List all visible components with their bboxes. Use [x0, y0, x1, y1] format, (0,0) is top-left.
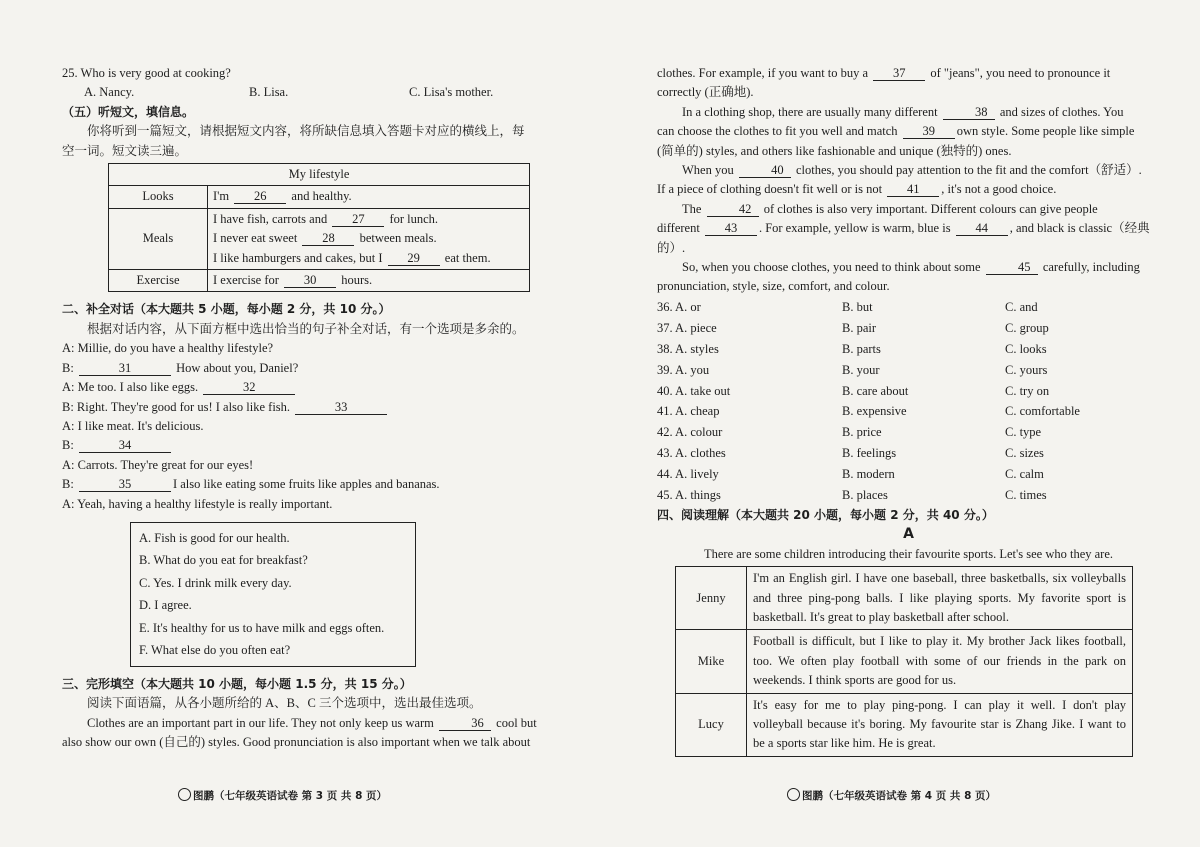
right-footer — [787, 788, 996, 803]
option-45a: 45. A. things — [657, 488, 721, 503]
cloze-line-3: clothes. For example, if you want to buy a 37 of "jeans", you need to pronounce it — [657, 66, 1111, 80]
row-label-meals: Meals — [109, 208, 208, 269]
table-row — [676, 567, 1133, 630]
blank-43: 43 — [705, 221, 757, 236]
part5-heading: （五）听短文，填信息。 — [62, 104, 195, 119]
blank-42: 42 — [707, 202, 759, 217]
choice-b: B. What do you eat for breakfast? — [139, 553, 308, 568]
blank-30: 30 — [284, 273, 336, 288]
sports-text-mike: Football is difficult, but I like to play it. My brother Jack likes football, too. We often play football with some of our friends in the park on weekends. I think sports are good for us. — [747, 630, 1133, 693]
q25-question: 25. Who is very good at cooking? — [62, 66, 231, 80]
left-footer-brand: 图鹏 — [193, 790, 214, 802]
blank-40: 40 — [739, 163, 791, 178]
blank-33: 33 — [295, 400, 387, 415]
left-footer — [178, 788, 387, 803]
blank-32: 32 — [203, 380, 295, 395]
passage-intro: There are some children introducing their favourite sports. Let's see who they are. — [703, 546, 1114, 561]
sports-name-mike: Mike — [676, 630, 747, 693]
lifestyle-table-title: My lifestyle — [109, 164, 530, 186]
passage-letter: A — [903, 526, 914, 543]
choice-a: A. Fish is good for our health. — [139, 530, 290, 545]
sports-table — [675, 566, 1133, 757]
exercise-cell: I exercise for 30 hours. — [208, 270, 530, 292]
option-37b: B. pair — [842, 320, 877, 335]
option-39c: C. yours — [1005, 362, 1048, 377]
option-44b: B. modern — [842, 467, 895, 482]
option-36a: 36. A. or — [657, 299, 701, 314]
choice-c: C. Yes. I drink milk every day. — [139, 575, 292, 590]
dialogue-line-9: A: Yeah, having a healthy lifestyle is really important. — [62, 496, 333, 511]
row-label-exercise: Exercise — [109, 270, 208, 292]
option-40b: B. care about — [842, 383, 909, 398]
blank-39: 39 — [903, 124, 955, 139]
cloze-line-6: can choose the clothes to fit you well and match 39 own style. Some people like simple — [657, 124, 1135, 139]
choices-box — [130, 522, 416, 667]
cloze-line-13: So, when you choose clothes, you need to think about some 45 carefully, including — [682, 260, 1140, 275]
lifestyle-table — [108, 163, 530, 292]
right-page — [657, 64, 1160, 757]
dialogue-line-4: B: Right. They're good for us! I also like fish. 33 — [62, 398, 552, 417]
section4-heading: 四、阅读理解（本大题共 20 小题，每小题 2 分，共 40 分。） — [657, 507, 994, 522]
table-row — [676, 630, 1133, 693]
blank-34: 34 — [79, 438, 171, 453]
blank-28: 28 — [302, 231, 354, 246]
choice-f: F. What else do you often eat? — [139, 643, 291, 658]
option-44a: 44. A. lively — [657, 467, 719, 482]
option-43a: 43. A. clothes — [657, 446, 726, 461]
option-37a: 37. A. piece — [657, 320, 717, 335]
dialogue-line-1: A: Millie, do you have a healthy lifestyle? — [62, 341, 274, 356]
cloze-line-9: If a piece of clothing doesn't fit well or is not 41 , it's not a good choice. — [657, 182, 1057, 197]
brand-logo-icon — [178, 788, 191, 801]
cloze-line-11: different 43 . For example, yellow is warm, blue is 44 , and black is classic（经典 — [657, 221, 1150, 236]
cloze-line-7: (简单的) styles, and others like fashionable and unique (独特的) ones. — [657, 143, 1012, 158]
row-label-looks: Looks — [109, 186, 208, 208]
sports-text-jenny: I'm an English girl. I have one baseball, three basketballs, six volleyballs and three ping-pong balls. I like playing sports. My favorite sport is basketball. It's great to play basketball after school. — [747, 567, 1133, 630]
cloze-line-5: In a clothing shop, there are usually many different 38 and sizes of clothes. You — [682, 104, 1124, 119]
cloze-line-2: also show our own (自己的) styles. Good pronunciation is also important when we talk about — [62, 735, 531, 750]
looks-cell: I'm 26 and healthy. — [208, 186, 530, 208]
blank-44: 44 — [956, 221, 1008, 236]
cloze-options — [657, 297, 1160, 506]
section3-instruction: 阅读下面语篇，从各小题所给的 A、B、C 三个选项中，选出最佳选项。 — [87, 696, 482, 711]
left-footer-text: （七年级英语试卷 第 3 页 共 8 页） — [214, 790, 388, 802]
option-40c: C. try on — [1005, 383, 1050, 398]
q25-option-c: C. Lisa's mother. — [409, 85, 494, 100]
dialogue-line-8: B: 35 I also like eating some fruits like apples and bananas. — [62, 477, 440, 492]
cloze-line-4: correctly (正确地). — [657, 85, 754, 100]
option-39a: 39. A. you — [657, 362, 710, 377]
dialogue-line-2: B: 31 How about you, Daniel? — [62, 360, 299, 375]
part5-instruction-2: 空一词。短文读三遍。 — [62, 143, 188, 158]
option-36b: B. but — [842, 299, 873, 314]
dialogue-line-5: A: I like meat. It's delicious. — [62, 418, 204, 433]
option-38b: B. parts — [842, 341, 881, 356]
sports-name-lucy: Lucy — [676, 693, 747, 756]
option-42c: C. type — [1005, 425, 1042, 440]
cloze-line-14: pronunciation, style, size, comfort, and colour. — [657, 279, 890, 294]
section2-heading: 二、补全对话（本大题共 5 小题，每小题 2 分，共 10 分。） — [62, 302, 391, 317]
left-page — [62, 64, 552, 753]
q25-option-a: A. Nancy. — [84, 85, 135, 100]
option-41c: C. comfortable — [1005, 404, 1080, 419]
option-37c: C. group — [1005, 320, 1049, 335]
blank-41: 41 — [887, 182, 939, 197]
dialogue-line-3: A: Me too. I also like eggs. 32 — [62, 378, 552, 397]
blank-38: 38 — [943, 105, 995, 120]
cloze-line-8: When you 40 clothes, you should pay attention to the fit and the comfort（舒适）. — [682, 163, 1142, 178]
blank-45: 45 — [986, 260, 1038, 275]
blank-35: 35 — [79, 477, 171, 492]
option-41b: B. expensive — [842, 404, 907, 419]
option-43c: C. sizes — [1005, 446, 1044, 461]
option-42b: B. price — [842, 425, 882, 440]
table-row — [676, 693, 1133, 756]
option-38c: C. looks — [1005, 341, 1047, 356]
blank-27: 27 — [332, 212, 384, 227]
dialogue-line-7: A: Carrots. They're great for our eyes! — [62, 457, 254, 472]
part5-instruction-1: 你将听到一篇短文，请根据短文内容，将所缺信息填入答题卡对应的横线上，每 — [87, 124, 525, 139]
right-footer-text: （七年级英语试卷 第 4 页 共 8 页） — [823, 790, 997, 802]
blank-29: 29 — [388, 251, 440, 266]
option-40a: 40. A. take out — [657, 383, 731, 398]
right-footer-brand: 图鹏 — [802, 790, 823, 802]
option-43b: B. feelings — [842, 446, 897, 461]
blank-36: 36 — [439, 716, 491, 731]
sports-text-lucy: It's easy for me to play ping-pong. I can play it well. I don't play volleyball because it's boring. My favourite star is Zhang Jike. I want to be a sports star like him. He is great. — [747, 693, 1133, 756]
section3-heading: 三、完形填空（本大题共 10 小题，每小题 1.5 分，共 15 分。） — [62, 676, 412, 691]
sports-name-jenny: Jenny — [676, 567, 747, 630]
brand-logo-icon — [787, 788, 800, 801]
cloze-line-1: Clothes are an important part in our life. They not only keep us warm 36 cool but — [87, 715, 537, 730]
option-45c: C. times — [1005, 488, 1047, 503]
cloze-line-10: The 42 of clothes is also very important. Different colours can give people — [682, 201, 1098, 216]
option-42a: 42. A. colour — [657, 425, 723, 440]
option-36c: C. and — [1005, 299, 1038, 314]
blank-26: 26 — [234, 189, 286, 204]
cloze-line-12: 的）. — [657, 240, 686, 255]
option-44c: C. calm — [1005, 467, 1044, 482]
choice-e: E. It's healthy for us to have milk and eggs often. — [139, 620, 385, 635]
option-38a: 38. A. styles — [657, 341, 719, 356]
dialogue-line-6: B: 34 — [62, 436, 552, 455]
q25-options — [62, 83, 552, 102]
choice-d: D. I agree. — [139, 598, 192, 613]
option-45b: B. places — [842, 488, 888, 503]
option-41a: 41. A. cheap — [657, 404, 720, 419]
blank-37: 37 — [873, 66, 925, 81]
meals-cell: I have fish, carrots and 27 for lunch. I never eat sweet 28 between meals. I like hamburgers and cakes, but I 29 eat them. — [208, 208, 530, 269]
q25-option-b: B. Lisa. — [249, 85, 289, 100]
section2-instruction: 根据对话内容，从下面方框中选出恰当的句子补全对话，有一个选项是多余的。 — [87, 321, 525, 336]
blank-31: 31 — [79, 361, 171, 376]
option-39b: B. your — [842, 362, 880, 377]
